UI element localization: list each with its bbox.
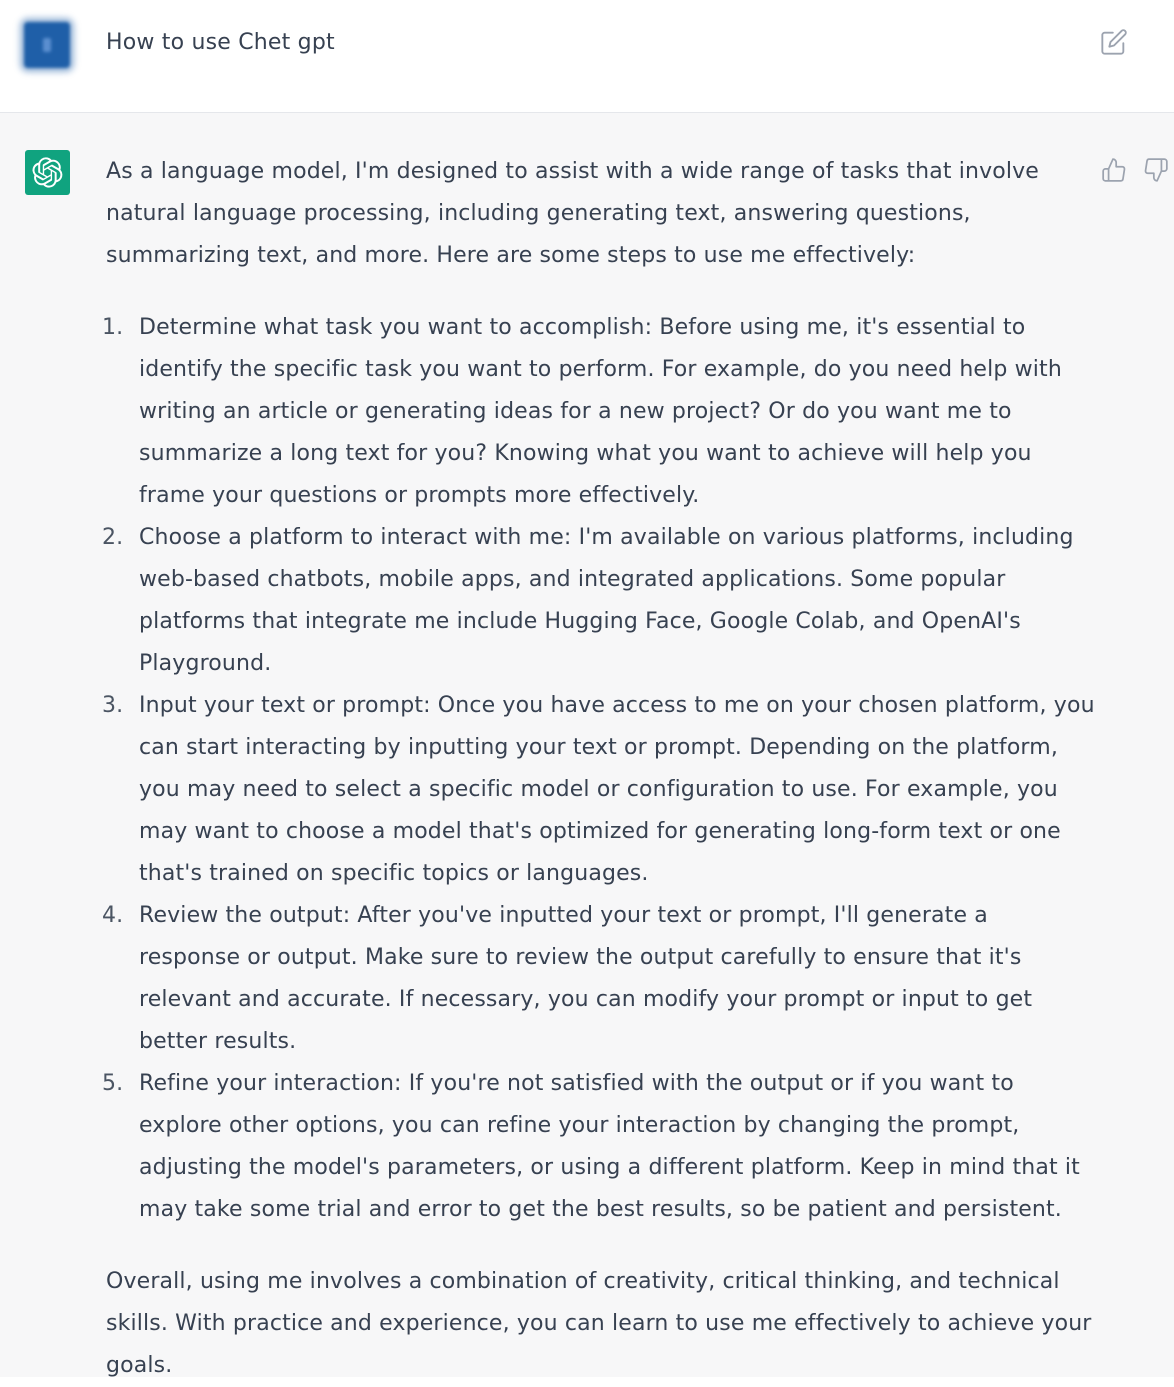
chatgpt-logo-icon xyxy=(25,150,70,195)
list-item xyxy=(102,1063,1096,1231)
list-item-number: 4. xyxy=(102,903,124,928)
edit-icon[interactable] xyxy=(1100,28,1128,56)
list-item xyxy=(102,685,1096,895)
list-item-text: Choose a platform to interact with me: I'm available on various platforms, including web-based chatbots, mobile apps, and integrated applications. Some popular platforms that integrate me include Hugging Face, Google Colab, and OpenAI's Playground. xyxy=(139,525,1074,676)
list-item-text: Determine what task you want to accomplish: Before using me, it's essential to identify the specific task you want to perform. For example, do you need help with writing an article or generating ideas for a new project? Or do you want me to summarize a long text for you? Knowing what you want to achieve will help you frame your questions or prompts more effectively. xyxy=(139,315,1062,508)
thumbs-up-icon[interactable] xyxy=(1101,157,1127,183)
steps-list xyxy=(102,307,1096,1231)
intro-paragraph: As a language model, I'm designed to assist with a wide range of tasks that involve natural language processing, including generating text, answering questions, summarizing text, and more. Here are some steps to use me effectively: xyxy=(106,159,1039,268)
list-item-number: 2. xyxy=(102,525,124,550)
assistant-message-row xyxy=(0,113,1174,1377)
list-item-number: 1. xyxy=(102,315,124,340)
list-item xyxy=(102,517,1096,685)
list-item-text: Input your text or prompt: Once you have access to me on your chosen platform, you can start interacting by inputting your text or prompt. Depending on the platform, you may need to select a specific model or configuration to use. For example, you may want to choose a model that's optimized for generating long-form text or one that's trained on specific topics or languages. xyxy=(139,693,1095,886)
list-item-text: Review the output: After you've inputted your text or prompt, I'll generate a response or output. Make sure to review the output carefully to ensure that it's relevant and accurate. If necessary, you can modify your prompt or input to get better results. xyxy=(139,903,1033,1054)
list-item-text: Refine your interaction: If you're not satisfied with the output or if you want to explore other options, you can refine your interaction by changing the prompt, adjusting the model's parameters, or using a different platform. Keep in mind that it may take some trial and error to get the best results, so be patient and persistent. xyxy=(139,1071,1080,1222)
list-item-number: 3. xyxy=(102,693,124,718)
user-message-text: How to use Chet gpt xyxy=(106,30,335,55)
user-message-row xyxy=(0,0,1174,113)
list-item xyxy=(102,307,1096,517)
assistant-message-content xyxy=(102,151,1096,1387)
list-item-number: 5. xyxy=(102,1071,124,1096)
list-item xyxy=(102,895,1096,1063)
user-avatar xyxy=(24,22,70,68)
thumbs-down-icon[interactable] xyxy=(1143,157,1169,183)
conclusion-paragraph: Overall, using me involves a combination of creativity, critical thinking, and technical skills. With practice and experience, you can learn to use me effectively to achieve your goals. xyxy=(106,1269,1092,1378)
